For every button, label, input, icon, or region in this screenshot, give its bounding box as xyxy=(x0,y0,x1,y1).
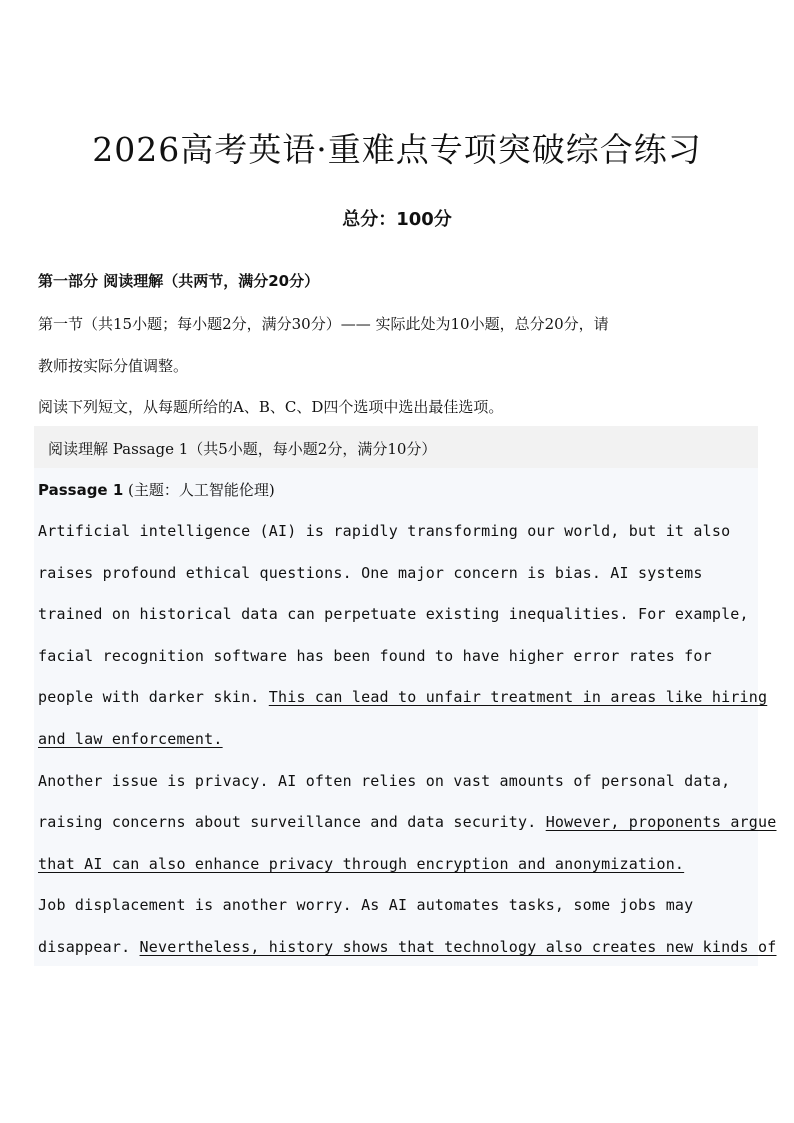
passage-line xyxy=(38,938,776,956)
passage-text: disappear. xyxy=(38,938,140,956)
passage-topic: (主题：人工智能伦理) xyxy=(128,481,275,499)
section1-line1: 第一节（共15小题；每小题2分，满分30分）—— 实际此处为10小题，总分20分，请 xyxy=(38,315,609,333)
page-title: 2026高考英语·重难点专项突破综合练习 xyxy=(92,130,702,169)
passage-line: Artificial intelligence (AI) is rapidly transforming our world, but it also xyxy=(38,522,731,540)
passage-line xyxy=(38,730,223,748)
passage-text: raising concerns about surveillance and data security. xyxy=(38,813,546,831)
passage-line: Another issue is privacy. AI often relies on vast amounts of personal data, xyxy=(38,772,731,790)
passage-line: facial recognition software has been found to have higher error rates for xyxy=(38,647,712,665)
passage-title xyxy=(38,479,275,500)
underlined-sentence: and law enforcement. xyxy=(38,730,223,748)
passage-label: Passage 1 xyxy=(38,481,124,499)
section1-line2: 教师按实际分值调整。 xyxy=(38,357,189,375)
passage-line: trained on historical data can perpetuate existing inequalities. For example, xyxy=(38,605,749,623)
total-score: 总分：100分 xyxy=(342,209,452,230)
passage-line: raises profound ethical questions. One major concern is bias. AI systems xyxy=(38,564,703,582)
underlined-sentence: However, proponents argue xyxy=(545,813,777,831)
passage-line xyxy=(38,688,767,706)
part1-heading: 第一部分 阅读理解（共两节，满分20分） xyxy=(38,272,320,290)
passage-header: 阅读理解 Passage 1（共5小题，每小题2分，满分10分） xyxy=(48,440,437,458)
passage-text: people with darker skin. xyxy=(38,688,269,706)
passage-line xyxy=(38,813,776,831)
passage-line: Job displacement is another worry. As AI automates tasks, some jobs may xyxy=(38,896,694,914)
underlined-sentence: that AI can also enhance privacy through encryption and anonymization. xyxy=(38,855,685,873)
instruction-text: 阅读下列短文，从每题所给的A、B、C、D四个选项中选出最佳选项。 xyxy=(38,398,504,416)
underlined-sentence: Nevertheless, history shows that technology also creates new kinds of xyxy=(139,938,777,956)
passage-line xyxy=(38,855,684,873)
underlined-sentence: This can lead to unfair treatment in areas like hiring xyxy=(268,688,768,706)
